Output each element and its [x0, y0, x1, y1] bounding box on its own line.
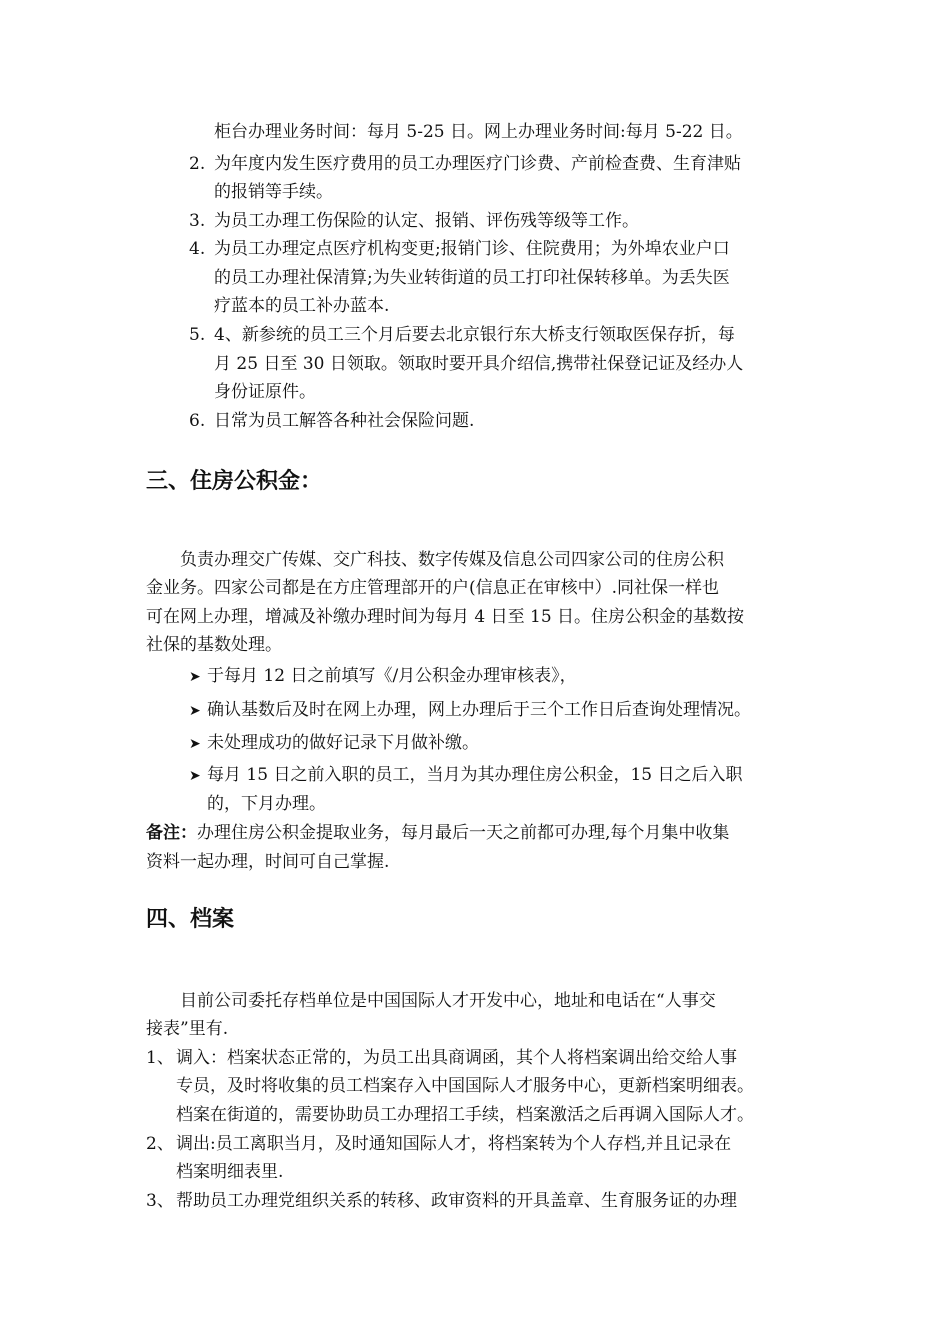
paragraph-line: 金业务。四家公司都是在方庄管理部开的户(信息正在审核中）.同社保一样也 — [146, 578, 720, 598]
list-text: 调出:员工离职当月，及时通知国际人才，将档案转为个人存档,并且记录在 — [176, 1134, 732, 1154]
list-text: 的报销等手续。 — [214, 182, 333, 202]
list-number: 3. — [189, 211, 206, 231]
list-text: 为年度内发生医疗费用的员工办理医疗门诊费、产前检查费、生育津贴 — [214, 154, 741, 174]
paragraph-line: 柜台办理业务时间：每月 5-25 日。网上办理业务时间:每月 5-22 日。 — [214, 122, 743, 142]
list-text: 身份证原件。 — [214, 382, 316, 402]
list-number: 5. — [189, 325, 206, 345]
list-number: 2、 — [146, 1134, 174, 1154]
list-number: 3、 — [146, 1191, 174, 1211]
list-text: 4、新参统的员工三个月后要去北京银行东大桥支行领取医保存折，每 — [214, 325, 735, 345]
note-line: 办理住房公积金提取业务，每月最后一天之前都可办理,每个月集中收集 — [197, 823, 730, 843]
list-number: 1、 — [146, 1048, 174, 1068]
list-number: 2. — [189, 154, 206, 174]
bullet-text: 于每月 12 日之前填写《/月公积金办理审核表》， — [207, 666, 577, 686]
list-text: 为员工办理定点医疗机构变更;报销门诊、住院费用；为外埠农业户口 — [214, 239, 730, 259]
arrow-bullet-icon: ➤ — [189, 736, 201, 752]
list-number: 4. — [189, 239, 206, 259]
list-number: 6. — [189, 411, 206, 431]
list-text: 日常为员工解答各种社会保险问题. — [214, 411, 475, 431]
list-text: 月 25 日至 30 日领取。领取时要开具介绍信,携带社保登记证及经办人 — [214, 354, 744, 374]
note-label: 备注： — [146, 823, 197, 843]
note-text — [146, 821, 729, 845]
paragraph-line: 社保的基数处理。 — [146, 635, 282, 655]
list-text: 的员工办理社保清算;为失业转街道的员工打印社保转移单。为丢失医 — [214, 268, 730, 288]
list-text: 档案在街道的，需要协助员工办理招工手续，档案激活之后再调入国际人才。 — [176, 1105, 754, 1125]
paragraph-line: 负责办理交广传媒、交广科技、数字传媒及信息公司四家公司的住房公积 — [180, 550, 724, 570]
arrow-bullet-icon: ➤ — [189, 703, 201, 719]
bullet-text: 确认基数后及时在网上办理，网上办理后于三个工作日后查询处理情况。 — [207, 700, 751, 720]
section-heading: 四、档案 — [146, 907, 235, 932]
list-text: 疗蓝本的员工补办蓝本. — [214, 296, 390, 316]
bullet-text: 的，下月办理。 — [207, 794, 326, 814]
list-text: 帮助员工办理党组织关系的转移、政审资料的开具盖章、生育服务证的办理 — [176, 1191, 737, 1211]
paragraph-line: 目前公司委托存档单位是中国国际人才开发中心，地址和电话在“人事交 — [180, 991, 716, 1011]
list-text: 调入：档案状态正常的，为员工出具商调函，其个人将档案调出给交给人事 — [176, 1048, 737, 1068]
arrow-bullet-icon: ➤ — [189, 768, 201, 784]
arrow-bullet-icon: ➤ — [189, 669, 201, 685]
list-text: 专员，及时将收集的员工档案存入中国国际人才服务中心，更新档案明细表。 — [176, 1076, 754, 1096]
list-text: 档案明细表里. — [176, 1162, 284, 1182]
paragraph-line: 接表”里有. — [146, 1019, 229, 1039]
section-heading: 三、住房公积金： — [146, 469, 323, 494]
list-text: 为员工办理工伤保险的认定、报销、评伤残等级等工作。 — [214, 211, 639, 231]
bullet-text: 每月 15 日之前入职的员工，当月为其办理住房公积金，15 日之后入职 — [207, 765, 743, 785]
paragraph-line: 可在网上办理，增减及补缴办理时间为每月 4 日至 15 日。住房公积金的基数按 — [146, 607, 745, 627]
note-line: 资料一起办理，时间可自己掌握. — [146, 852, 390, 872]
bullet-text: 未处理成功的做好记录下月做补缴。 — [207, 733, 479, 753]
